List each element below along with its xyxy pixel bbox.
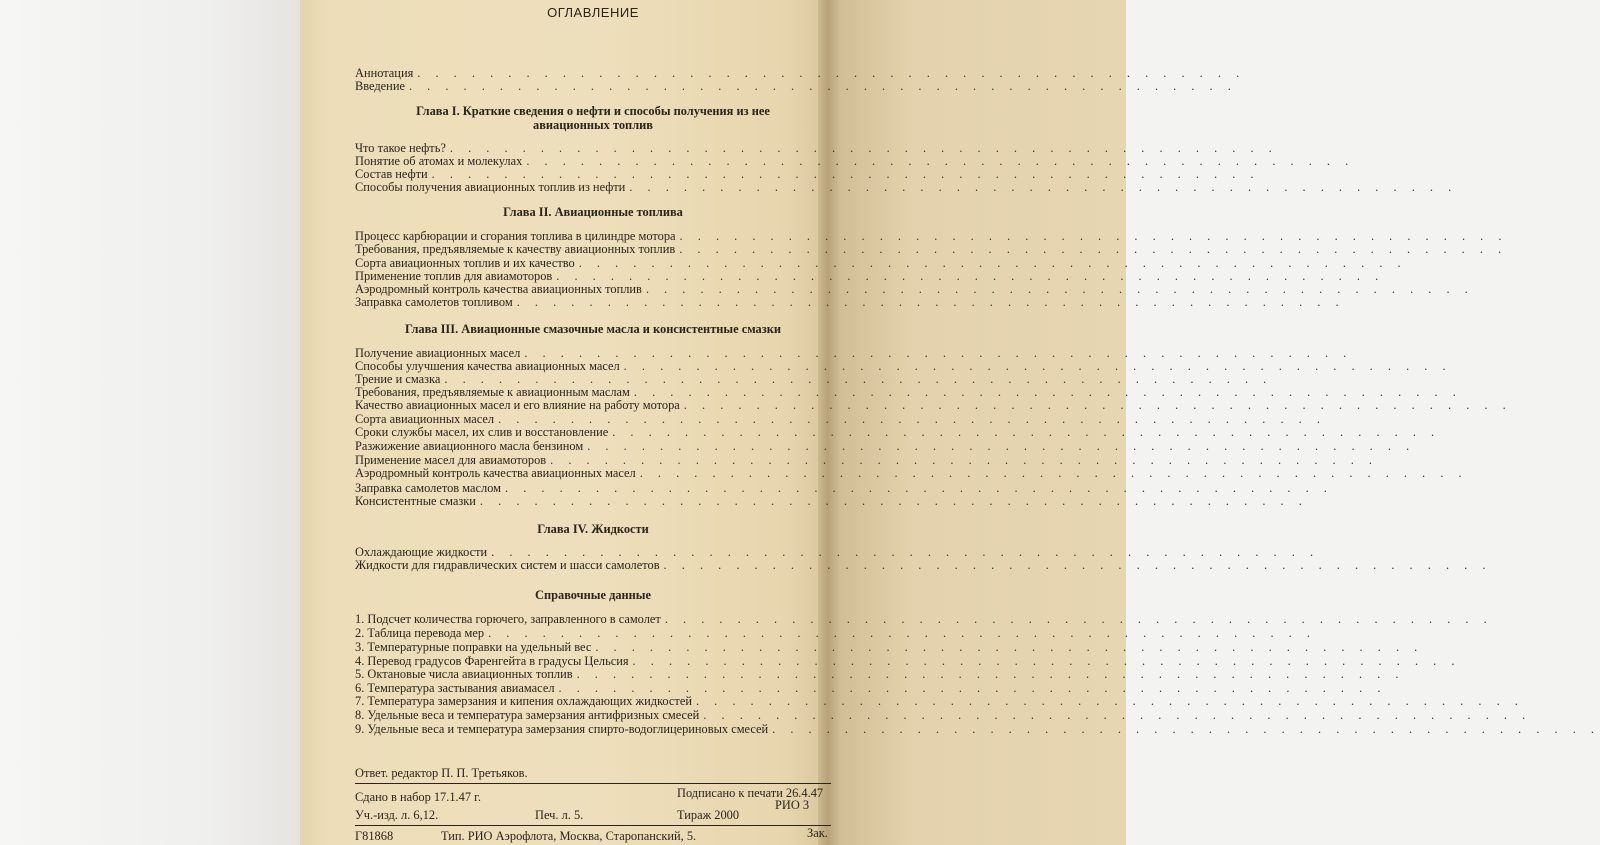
dot-leader: . . . . . . . . . . . . . . . . . . . . . . . . . . . . . . . . . . . . . . . . . . . . . . (491, 545, 1320, 559)
dot-leader: . . . . . . . . . . . . . . . . . . . . . . . . . . . . . . . . . . . . . . . . . . . . . . (431, 167, 1260, 181)
chapter-heading-line: Глава I. Краткие сведения о нефти и способы получения из нее (416, 104, 770, 118)
chapter-heading-line: авиационных топлив (533, 117, 653, 132)
table-of-contents (355, 0, 1600, 845)
dot-leader: . . . . . . . . . . . . . . . . . . . . . . . . . . . . . . . . . . . . . . . . . . . . . . (663, 558, 1492, 572)
toc-entry (355, 722, 1600, 736)
toc-entry-label: Состав нефти (355, 167, 428, 181)
toc-entry-label: Консистентные смазки (355, 494, 476, 508)
toc-entry-label: Процесс карбюрации и сгорания топлива в цилиндре мотора (355, 229, 676, 243)
page-title: ОГЛАВЛЕНИЕ (547, 5, 639, 20)
chapter-heading-line: Глава II. Авиационные топлива (503, 205, 683, 219)
toc-entry (355, 545, 1320, 559)
toc-entry-label: Требования, предъявляемые к авиационным маслам (355, 385, 630, 399)
toc-entry (355, 425, 1441, 439)
toc-entry-label: Получение авиационных масел (355, 346, 521, 360)
toc-entry-label: 2. Таблица перевода мер (355, 626, 485, 640)
toc-entry (355, 295, 1345, 309)
toc-entry (355, 558, 1492, 572)
dot-leader: . . . . . . . . . . . . . . . . . . . . . . . . . . . . . . . . . . . . . . . . . . . . . . (595, 640, 1424, 654)
dot-leader: . . . . . . . . . . . . . . . . . . . . . . . . . . . . . . . . . . . . . . . . . . . . . . (587, 439, 1416, 453)
dot-leader: . . . . . . . . . . . . . . . . . . . . . . . . . . . . . . . . . . . . . . . . . . . . . . (498, 412, 1326, 426)
toc-entry-label: Применение топлив для авиамоторов (355, 269, 553, 283)
toc-entry (355, 229, 1508, 243)
dot-leader: . . . . . . . . . . . . . . . . . . . . . . . . . . . . . . . . . . . . . . . . . . . . . . (408, 79, 1237, 93)
toc-entry (355, 167, 1260, 181)
toc-entry (355, 708, 1532, 722)
dot-leader: . . . . . . . . . . . . . . . . . . . . . . . . . . . . . . . . . . . . . . . . . . . . . . (550, 453, 1379, 467)
toc-entry-label: Сорта авиационных масел (355, 412, 495, 426)
toc-entry (355, 346, 1353, 360)
dot-leader: . . . . . . . . . . . . . . . . . . . . . . . . . . . . . . . . . . . . . . . . . . . . . . (578, 256, 1407, 270)
toc-entry (355, 282, 1474, 296)
toc-entry (355, 667, 1405, 681)
toc-entry-label: Жидкости для гидравлических систем и шасси самолетов (355, 558, 660, 572)
toc-entry (355, 481, 1333, 495)
toc-entry (355, 453, 1379, 467)
toc-entry (355, 242, 1508, 256)
toc-entry (355, 640, 1424, 654)
editor-credit: Ответ. редактор П. П. Третьяков. (355, 766, 528, 780)
dot-leader: . . . . . . . . . . . . . . . . . . . . . . . . . . . . . . . . . . . . . . . . . . . . . . (632, 654, 1461, 668)
publisher-sheets: Уч.-изд. л. 6,12. (355, 808, 439, 822)
dot-leader: . . . . . . . . . . . . . . . . . . . . . . . . . . . . . . . . . . . . . . . . . . . . . . (703, 708, 1532, 722)
toc-entry-label: Трение и смазка (355, 372, 441, 386)
dot-leader: . . . . . . . . . . . . . . . . . . . . . . . . . . . . . . . . . . . . . . . . . . . . . . (645, 282, 1474, 296)
divider (355, 825, 831, 826)
chapter-heading (355, 205, 831, 219)
dot-leader: . . . . . . . . . . . . . . . . . . . . . . . . . . . . . . . . . . . . . . . . . . . . . . (524, 346, 1353, 360)
toc-entry (355, 269, 1385, 283)
printer-imprint: Тип. РИО Аэрофлота, Москва, Старопанский, 5. (441, 829, 697, 843)
toc-entry (355, 439, 1416, 453)
toc-entry-label: 8. Удельные веса и температура замерзания антифризных смесей (355, 708, 700, 722)
toc-entry-label: Что такое нефть? (355, 141, 446, 155)
toc-entry (355, 654, 1461, 668)
toc-entry-label: Способы улучшения качества авиационных масел (355, 359, 620, 373)
toc-entry-label: Применение масел для авиамоторов (355, 453, 547, 467)
chapter-heading (355, 588, 831, 602)
toc-entry-label: Требования, предъявляемые к качеству авиационных топлив (355, 242, 676, 256)
dot-leader: . . . . . . . . . . . . . . . . . . . . . . . . . . . . . . . . . . . . . . . . . . . . . . (679, 229, 1508, 243)
dot-leader: . . . . . . . . . . . . . . . . . . . . . . . . . . . . . . . . . . . . . . . . . . . . . . (629, 180, 1458, 194)
dot-leader: . . . . . . . . . . . . . . . . . . . . . . . . . . . . . . . . . . . . . . . . . . . . . . (576, 667, 1405, 681)
toc-entry-label: Понятие об атомах и молекулах (355, 154, 523, 168)
toc-entry-label: Охлаждающие жидкости (355, 545, 488, 559)
dot-leader: . . . . . . . . . . . . . . . . . . . . . . . . . . . . . . . . . . . . . . . . . . . . . . (516, 295, 1345, 309)
dot-leader: . . . . . . . . . . . . . . . . . . . . . . . . . . . . . . . . . . . . . . . . . . . . . . (695, 694, 1524, 708)
dot-leader: . . . . . . . . . . . . . . . . . . . . . . . . . . . . . . . . . . . . . . . . . . . . . . (633, 385, 1462, 399)
order-label: Зак. (807, 826, 828, 840)
toc-entry-label: Заправка самолетов маслом (355, 481, 501, 495)
print-sheets: Печ. л. 5. (535, 808, 584, 822)
toc-entry-label: 9. Удельные веса и температура замерзания спирто-водоглицериновых смесей (355, 722, 769, 736)
toc-entry-label: Аэродромный контроль качества авиационных топлив (355, 282, 642, 296)
chapter-heading-line: Глава IV. Жидкости (537, 522, 649, 536)
toc-entry (355, 79, 1237, 93)
divider (355, 783, 831, 784)
dot-leader: . . . . . . . . . . . . . . . . . . . . . . . . . . . . . . . . . . . . . . . . . . . . . . (488, 626, 1316, 640)
print-run: Тираж 2000 (677, 808, 740, 822)
toc-entry-label: 7. Температура замерзания и кипения охлаждающих жидкостей (355, 694, 692, 708)
dot-leader: . . . . . . . . . . . . . . . . . . . . . . . . . . . . . . . . . . . . . . . . . . . . . . (417, 66, 1246, 80)
dot-leader: . . . . . . . . . . . . . . . . . . . . . . . . . . . . . . . . . . . . . . . . . . . . . . (623, 359, 1452, 373)
toc-entry-label: Аэродромный контроль качества авиационных масел (355, 466, 636, 480)
chapter-heading (355, 322, 831, 336)
dot-leader: . . . . . . . . . . . . . . . . . . . . . . . . . . . . . . . . . . . . . . . . . . . . . . (558, 681, 1387, 695)
toc-entry (355, 681, 1387, 695)
toc-entry (355, 180, 1458, 194)
background-surface (0, 0, 300, 845)
toc-entry (355, 466, 1468, 480)
submitted-date: Сдано в набор 17.1.47 г. (355, 790, 481, 804)
dot-leader: . . . . . . . . . . . . . . . . . . . . . . . . . . . . . . . . . . . . . . . . . . . . . . (772, 722, 1600, 736)
toc-entry (355, 154, 1355, 168)
toc-entry (355, 256, 1407, 270)
toc-entry (355, 372, 1273, 386)
toc-entry (355, 626, 1316, 640)
toc-entry (355, 694, 1524, 708)
dot-leader: . . . . . . . . . . . . . . . . . . . . . . . . . . . . . . . . . . . . . . . . . . . . . . (639, 466, 1468, 480)
chapter-heading-line: Глава III. Авиационные смазочные масла и консистентные смазки (404, 322, 781, 336)
dot-leader: . . . . . . . . . . . . . . . . . . . . . . . . . . . . . . . . . . . . . . . . . . . . . . (612, 425, 1441, 439)
toc-entry-label: Качество авиационных масел и его влияние на работу мотора (355, 398, 680, 412)
toc-entry-label: 6. Температура застывания авиамасел (355, 681, 555, 695)
dot-leader: . . . . . . . . . . . . . . . . . . . . . . . . . . . . . . . . . . . . . . . . . . . . . . (683, 398, 1512, 412)
toc-entry-label: Сорта авиационных топлив и их качество (355, 256, 575, 270)
dot-leader: . . . . . . . . . . . . . . . . . . . . . . . . . . . . . . . . . . . . . . . . . . . . . . (479, 494, 1308, 508)
dot-leader: . . . . . . . . . . . . . . . . . . . . . . . . . . . . . . . . . . . . . . . . . . . . . . (505, 481, 1333, 495)
toc-entry-label: 1. Подсчет количества горючего, заправленного в самолет (355, 612, 661, 626)
dot-leader: . . . . . . . . . . . . . . . . . . . . . . . . . . . . . . . . . . . . . . . . . . . . . . (664, 612, 1493, 626)
toc-entry-label: Разжижение авиационного масла бензином (355, 439, 584, 453)
dot-leader: . . . . . . . . . . . . . . . . . . . . . . . . . . . . . . . . . . . . . . . . . . . . . . (449, 141, 1278, 155)
toc-entry (355, 494, 1308, 508)
chapter-heading (355, 105, 831, 132)
toc-entry-label: Аннотация (355, 66, 414, 80)
toc-entry-label: Заправка самолетов топливом (355, 295, 513, 309)
dot-leader: . . . . . . . . . . . . . . . . . . . . . . . . . . . . . . . . . . . . . . . . . . . . . . (679, 242, 1508, 256)
dot-leader: . . . . . . . . . . . . . . . . . . . . . . . . . . . . . . . . . . . . . . . . . . . . . . (526, 154, 1355, 168)
toc-entry (355, 359, 1452, 373)
signed-date: Подписано к печати 26.4.47 (677, 786, 824, 800)
toc-entry-label: 3. Температурные поправки на удельный вес (355, 640, 592, 654)
toc-entry (355, 612, 1493, 626)
toc-entry (355, 66, 1246, 80)
rio-number: РИО 3 (775, 798, 810, 812)
chapter-heading-line: Справочные данные (535, 588, 651, 602)
toc-entry-label: 4. Перевод градусов Фаренгейта в градусы Цельсия (355, 654, 629, 668)
dot-leader: . . . . . . . . . . . . . . . . . . . . . . . . . . . . . . . . . . . . . . . . . . . . . . (556, 269, 1385, 283)
toc-entry-label: Способы получения авиационных топлив из нефти (355, 180, 626, 194)
dot-leader: . . . . . . . . . . . . . . . . . . . . . . . . . . . . . . . . . . . . . . . . . . . . . . (444, 372, 1273, 386)
order-code: Г81868 (355, 829, 394, 843)
toc-entry-label: 5. Октановые числа авиационных топлив (355, 667, 573, 681)
toc-entry (355, 385, 1462, 399)
toc-entry-label: Сроки службы масел, их слив и восстановление (355, 425, 609, 439)
toc-entry (355, 141, 1278, 155)
toc-entry (355, 412, 1326, 426)
toc-entry (355, 398, 1512, 412)
chapter-heading (355, 522, 831, 536)
toc-entry-label: Введение (355, 79, 405, 93)
